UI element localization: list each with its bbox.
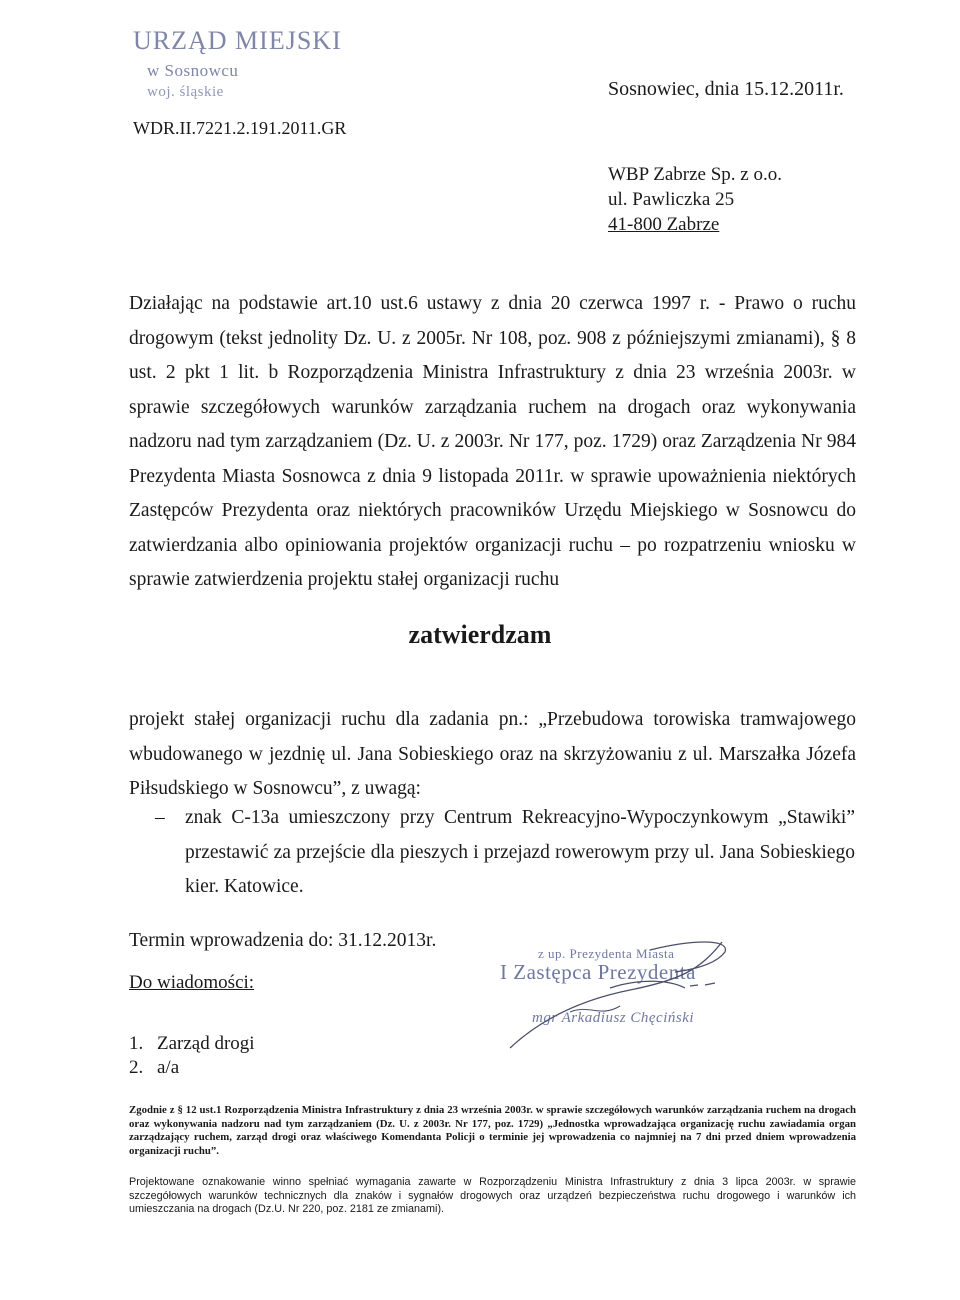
- addressee-line2: ul. Pawliczka 25: [608, 189, 735, 210]
- project-paragraph: [129, 703, 856, 807]
- office-stamp-line1: URZĄD MIEJSKI: [133, 26, 342, 55]
- list-item-text: a/a: [157, 1057, 180, 1078]
- list-item: [129, 1032, 255, 1056]
- office-stamp-line3: woj. śląskie: [147, 84, 224, 100]
- signature-line2: I Zastępca Prezydenta: [500, 960, 696, 984]
- handwritten-signature-icon: [500, 940, 750, 1050]
- distribution-list: [129, 1032, 255, 1080]
- addressee-block: [608, 162, 782, 237]
- remark-item: [155, 801, 855, 905]
- list-item: [129, 1056, 255, 1080]
- decision-heading: zatwierdzam: [408, 620, 552, 649]
- signature-line3: mgr Arkadiusz Chęciński: [532, 1010, 695, 1026]
- office-stamp: [133, 28, 342, 100]
- office-stamp-line2: w Sosnowcu: [147, 61, 239, 80]
- distribution-title: Do wiadomości:: [129, 972, 255, 993]
- addressee-line1: WBP Zabrze Sp. z o.o.: [608, 164, 782, 185]
- list-item-text: Zarząd drogi: [157, 1033, 255, 1054]
- footnote-signage: Projektowane oznakowanie winno spełniać wymagania zawarte w Rozporządzeniu Ministra Infrastruktury z dnia 3 lipca 2003r. w sprawie szczegółowych warunków technicznych dla znaków i sygnałów drogowych oraz urządzeń bezpieczeństwa ruchu drogowego i warunków ich umieszczania na drogach (Dz.U. Nr 220, poz. 2181 ze zmianami).: [129, 1176, 856, 1216]
- list-item-number: 1.: [129, 1033, 144, 1054]
- legal-basis-paragraph: [129, 287, 856, 598]
- place-date: Sosnowiec, dnia 15.12.2011r.: [608, 78, 844, 100]
- project-text: projekt stałej organizacji ruchu dla zadania pn.: „Przebudowa torowiska tramwajowego wbudowanego w jezdnię ul. Jana Sobieskiego oraz na skrzyżowaniu z ul. Marszałka Józefa Piłsudskiego w Sosnowcu”, z uwagą:: [129, 709, 856, 799]
- signature-stamp: [500, 940, 750, 1050]
- reference-number: WDR.II.7221.2.191.2011.GR: [133, 118, 347, 138]
- addressee-line3: 41-800 Zabrze: [608, 214, 720, 235]
- list-item-number: 2.: [129, 1057, 144, 1078]
- remark-text: znak C-13a umieszczony przy Centrum Rekreacyjno-Wypoczynkowym „Stawiki” przestawić za przejście dla pieszych i przejazd rowerowym przy ul. Jana Sobieskiego kier. Katowice.: [185, 807, 855, 897]
- deadline-text: Termin wprowadzenia do: 31.12.2013r.: [129, 930, 437, 951]
- signature-line1: z up. Prezydenta Miasta: [538, 946, 675, 961]
- legal-basis-text: Działając na podstawie art.10 ust.6 ustawy z dnia 20 czerwca 1997 r. - Prawo o ruchu drogowym (tekst jednolity Dz. U. z 2005r. Nr 108, poz. 908 z późniejszymi zmianami), § 8 ust. 2 pkt 1 lit. b Rozporządzenia Ministra Infrastruktury z dnia 23 września 2003r. w sprawie szczegółowych warunków zarządzania ruchem na drogach oraz wykonywania nadzoru nad tym zarządzaniem (Dz. U. z 2003r. Nr 177, poz. 1729) oraz Zarządzenia Nr 984 Prezydenta Miasta Sosnowca z dnia 9 listopada 2011r. w sprawie upoważnienia niektórych Zastępców Prezydenta oraz niektórych pracowników Urzędu Miejskiego w Sosnowcu do zatwierdzania albo opiniowania projektów organizacji ruchu – po rozpatrzeniu wniosku w sprawie zatwierdzenia projektu stałej organizacji ruchu: [129, 293, 856, 590]
- footnote-notification: Zgodnie z § 12 ust.1 Rozporządzenia Ministra Infrastruktury z dnia 23 września 2003r. w sprawie szczegółowych warunków zarządzania ruchem na drogach oraz wykonywania nadzoru nad tym zarządzaniem (Dz. U. z 2003r. Nr 177, poz. 1729) „Jednostka wprowadzająca organizację ruchu zawiadamia organ zarządzający ruchem, zarząd drogi oraz właściwego Komendanta Policji o terminie jej wprowadzenia co najmniej na 7 dni przed dniem wprowadzenia organizacji ruchu”.: [129, 1104, 856, 1157]
- remark-dash: –: [155, 807, 165, 828]
